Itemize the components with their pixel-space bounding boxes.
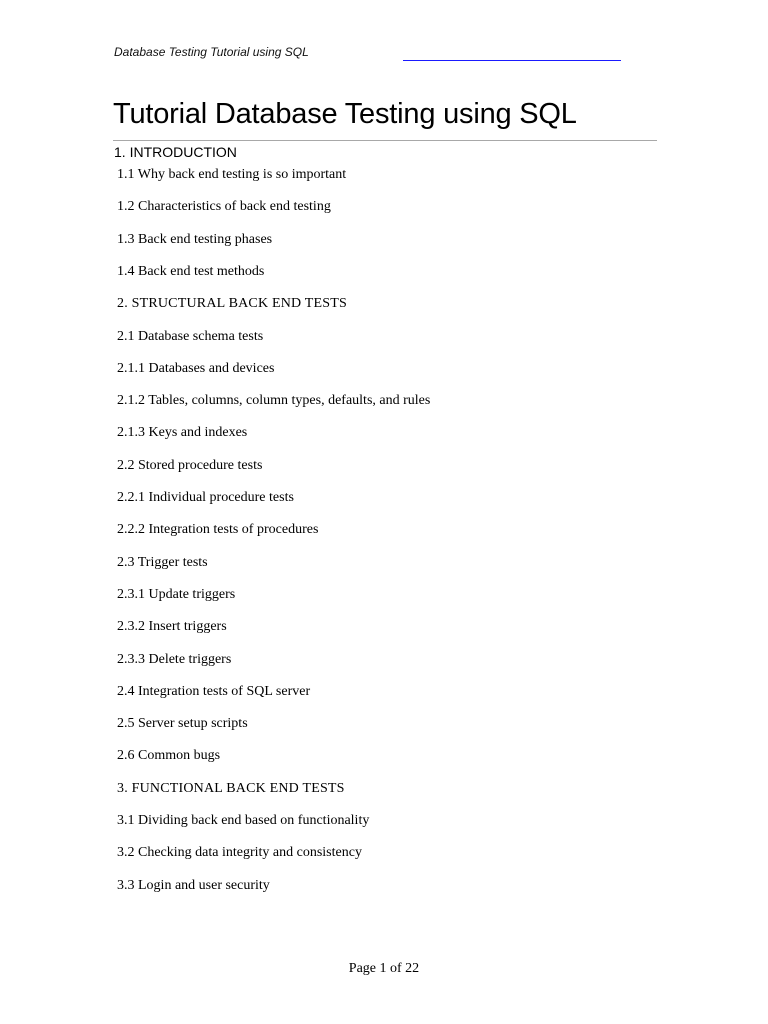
- title-rule: [113, 140, 657, 141]
- toc-entry: 2.6 Common bugs: [117, 748, 221, 764]
- toc-entry: 2.1 Database schema tests: [117, 328, 264, 344]
- toc-entry: 2.2.2 Integration tests of procedures: [117, 522, 319, 538]
- toc-entry: 2.2.1 Individual procedure tests: [117, 490, 294, 505]
- toc-entry: 1.4 Back end test methods: [117, 263, 265, 279]
- toc-entry: 2.3.2 Insert triggers: [117, 619, 227, 635]
- toc-entry: 2.1.2 Tables, columns, column types, defaults, and rules: [117, 393, 431, 409]
- toc-entry: 2.5 Server setup scripts: [117, 716, 248, 732]
- running-header: Database Testing Tutorial using SQL: [114, 45, 309, 59]
- toc-entry: 3.1 Dividing back end based on functionality: [117, 813, 370, 828]
- toc-entry: 2.1.1 Databases and devices: [117, 360, 275, 376]
- toc-entry: 2.3 Trigger tests: [117, 554, 208, 570]
- toc-section-heading: 3. FUNCTIONAL BACK END TESTS: [117, 780, 345, 796]
- toc-section-heading: 2. STRUCTURAL BACK END TESTS: [117, 296, 348, 312]
- page-number: Page 1 of 22: [348, 961, 420, 976]
- toc-entry: 1.3 Back end testing phases: [117, 231, 273, 247]
- toc-entry: 3.2 Checking data integrity and consistency: [117, 845, 362, 861]
- toc-entry: 3.3 Login and user security: [117, 877, 270, 893]
- toc-entry: 2.4 Integration tests of SQL server: [117, 683, 311, 699]
- toc-entry: 1.2 Characteristics of back end testing: [117, 199, 331, 215]
- toc-entry: 2.2 Stored procedure tests: [117, 457, 263, 473]
- toc-entry: 1.1 Why back end testing is so important: [117, 167, 347, 182]
- header-rule: [403, 60, 621, 61]
- toc-entry: 2.1.3 Keys and indexes: [117, 425, 248, 441]
- toc-entry: 2.3.1 Update triggers: [117, 586, 236, 602]
- section-heading-introduction: 1. INTRODUCTION: [114, 144, 237, 160]
- page-title: Tutorial Database Testing using SQL: [113, 98, 577, 130]
- toc-entry: 2.3.3 Delete triggers: [117, 651, 232, 667]
